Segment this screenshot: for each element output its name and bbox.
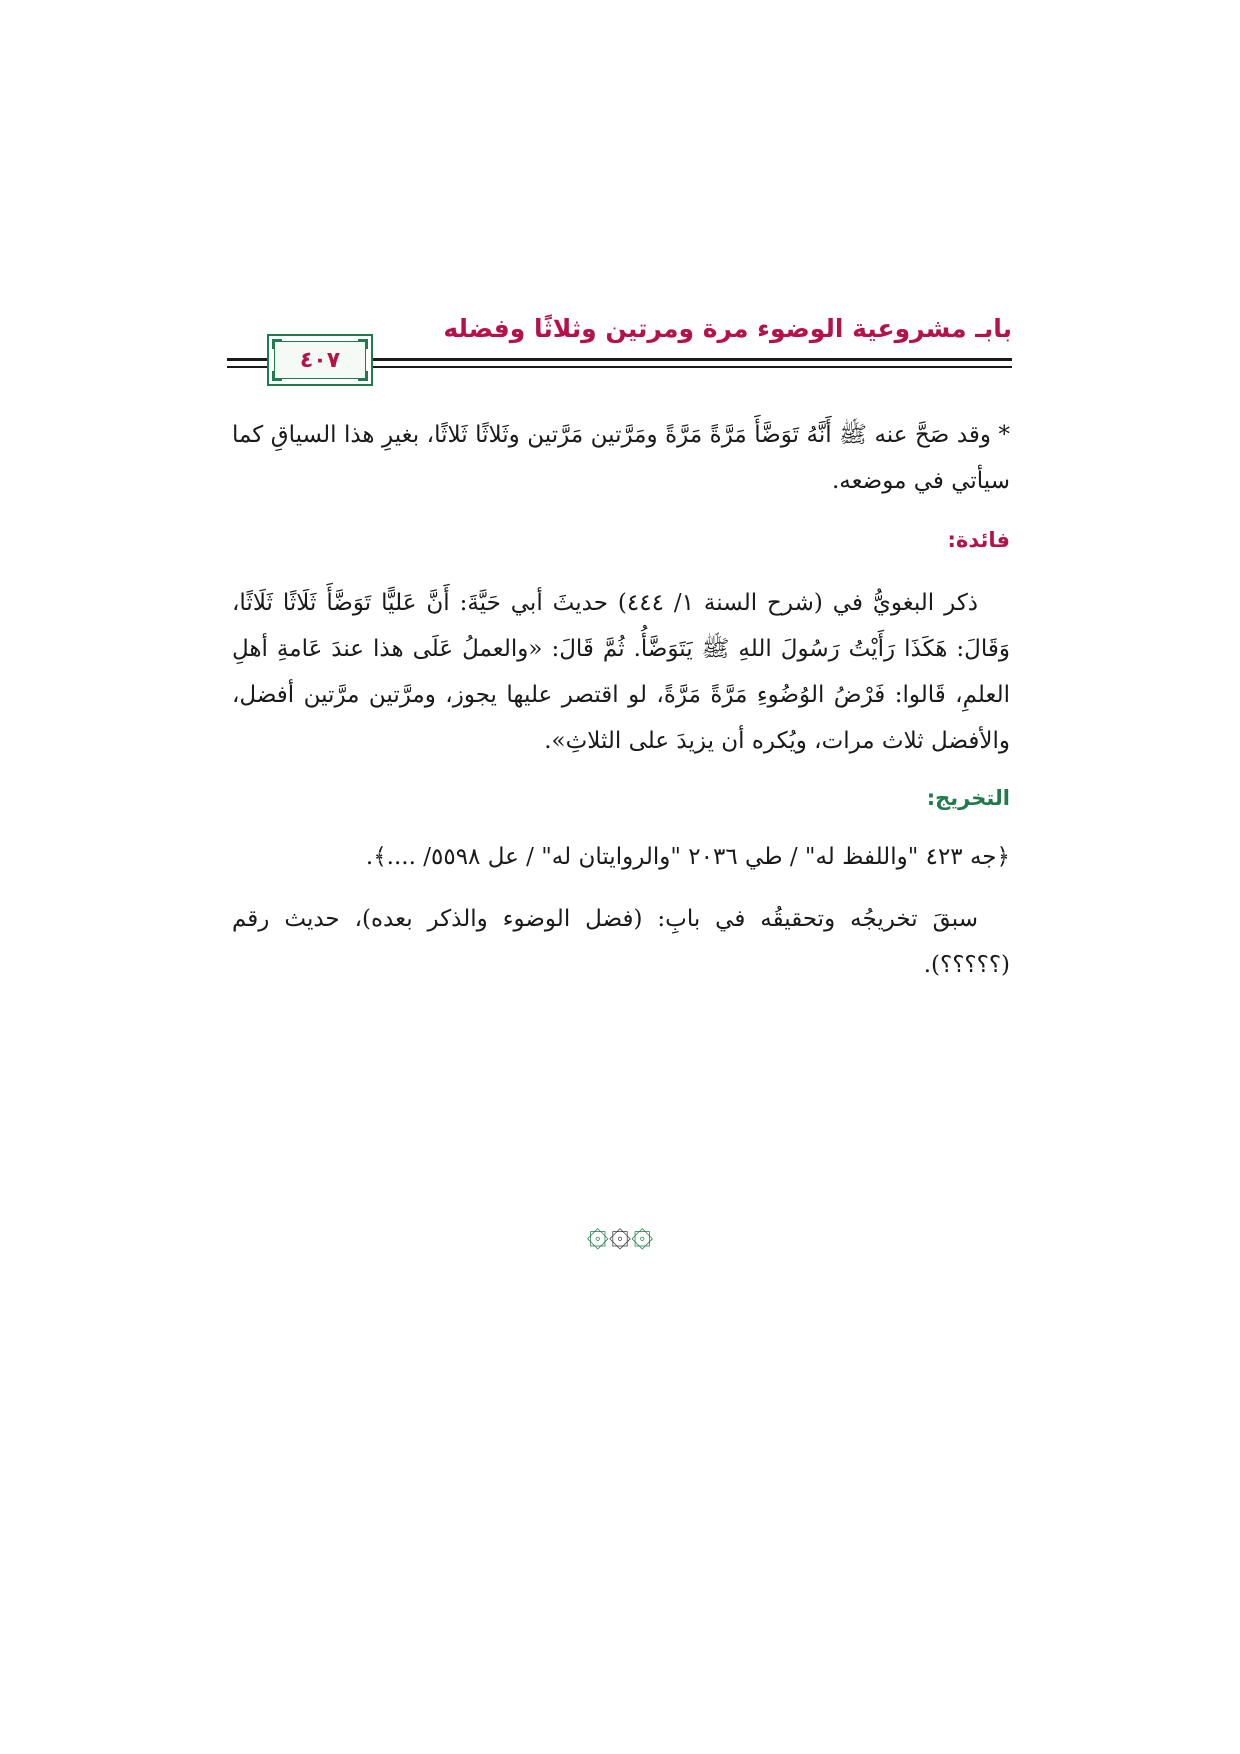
- section-end-ornaments: [0, 1210, 1240, 1254]
- frame-corner-ornament: [272, 339, 282, 349]
- intro-paragraph: * وقد صَحَّ عنه ﷺ أَنَّهُ تَوَضَّأَ مَرَّةً مَرَّةً ومَرَّتين مَرَّتين وثَلاثًا ثَلاثًا، بغيرِ هذا السياقِ كما سيأتي في موضعه.: [232, 422, 1010, 494]
- faida-paragraph: ذكر البغويُّ في (شرح السنة ١/ ٤٤٤) حديثَ أبي حَيَّةَ: أَنَّ عَليًّا تَوَضَّأَ ثَلَاثًا ثَلَاثًا، وَقَالَ: هَكَذَا رَأَيْتُ رَسُولَ اللهِ ﷺ يَتَوَضَّأُ. ثُمَّ قَالَ: «والعملُ عَلَى هذا عندَ عَامةِ أهلِ العلمِ، قَالوا: فَرْضُ الوُضُوءِ مَرَّةً مَرَّةً، لو اقتصر عليها يجوز، ومرَّتين مرَّتين أفضل، والأفضل ثلاث مرات، ويُكره أن يزيدَ على الثلاثِ».: [232, 590, 1010, 754]
- takhrij-references: ﴿جه ٤٢٣ "واللفظ له" / طي ٢٠٣٦ "والروايتان له" / عل ٥٥٩٨/ ....﴾.: [365, 844, 1010, 870]
- takhrij-heading: التخريج:: [926, 786, 1010, 810]
- frame-corner-ornament: [272, 371, 282, 381]
- faida-heading: فائدة:: [947, 528, 1010, 552]
- page-header: [227, 312, 1012, 392]
- page-number: ٤٠٧: [299, 347, 341, 373]
- page-body: [232, 412, 1010, 988]
- frame-corner-ornament: [358, 371, 368, 381]
- page-number-frame: [267, 334, 373, 386]
- star-ornament-icon: ۞: [631, 1210, 654, 1254]
- page-number-inner-frame: [274, 341, 366, 379]
- takhrij-note-paragraph: سبقَ تخريجُه وتحقيقُه في بابِ: (فضل الوضوء والذكر بعده)، حديث رقم (؟؟؟؟؟).: [232, 906, 1010, 978]
- star-ornament-icon: ۞: [608, 1210, 632, 1254]
- star-ornament-icon: ۞: [586, 1210, 609, 1254]
- frame-corner-ornament: [358, 339, 368, 349]
- chapter-title: بابـ مشروعية الوضوء مرة ومرتين وثلاثًا وفضله: [443, 314, 1012, 343]
